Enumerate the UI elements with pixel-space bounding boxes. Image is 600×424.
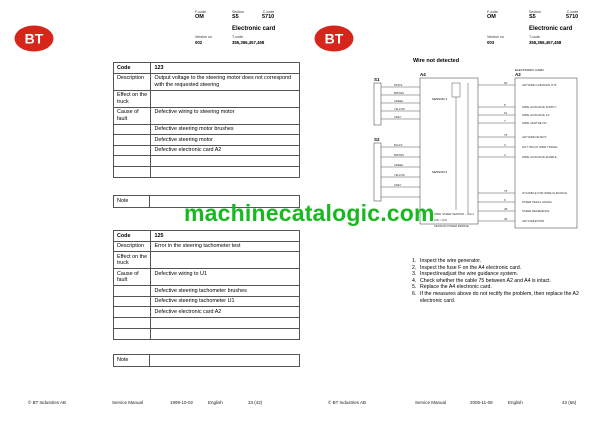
ccode-block: C-code 5710 <box>566 10 579 20</box>
svg-text:BT: BT <box>24 30 44 47</box>
bt-logo <box>14 25 54 52</box>
wire-color-label: GREEN <box>394 164 404 167</box>
a2-title: ELECTRONIC CARD <box>515 68 544 72</box>
a4-signal: SENSOR 1 <box>432 97 448 101</box>
a2-signal: WIRE CENTRE ON <box>522 121 547 125</box>
code-row: Code 125 <box>114 231 300 242</box>
table-row: Effect on the truck <box>114 252 300 269</box>
table-row: Cause of fault Defective wiring to steering motor <box>114 107 300 124</box>
footer-page: 43 (66) <box>562 400 577 405</box>
a4-internal <box>452 83 468 215</box>
a2-signal: STEER PEDAL SIGNAL <box>522 200 553 204</box>
section-block: Section S5 <box>232 10 244 20</box>
a2-signal: AIR STEER PWR <box>522 219 545 223</box>
table-row <box>114 317 300 328</box>
a2-signal: AIR WIRE GUIDANCE OTF <box>522 83 557 87</box>
list-item: 3. Inspect/readjust the wire guidance system. <box>412 271 519 278</box>
section-block: Section S5 <box>529 10 541 20</box>
fcode-block: F-code OM <box>195 10 207 20</box>
a2-signal: STEER REFERENCE <box>522 209 550 213</box>
wire-color-labels <box>394 83 405 187</box>
procedure-steps <box>412 258 587 304</box>
wire-color-label: BLACK <box>394 144 403 147</box>
s1-block <box>374 83 381 125</box>
wire-color-label: WHITE <box>394 84 403 87</box>
table-row <box>114 328 300 339</box>
a4-a2-wires <box>478 85 515 221</box>
footer-language: English <box>508 400 523 405</box>
a2-signal: W SAMPLE FOR WIRE GUIDANCE <box>522 191 568 195</box>
note-row: Note <box>114 355 300 367</box>
a2-block <box>515 78 577 228</box>
list-item: 4. Check whether the cable 75 between A2 and A4 is intact. <box>412 277 551 284</box>
list-item: 1. Inspect the wire generator. <box>412 258 482 264</box>
a2-pin: 46 <box>504 217 508 221</box>
footer-page: 33 (42) <box>248 400 263 405</box>
a2-pin: 61 <box>504 111 508 115</box>
wire-color-label: GREY <box>394 116 402 119</box>
list-item: 6. If the measures above do not rectify the problem, then replace the A2 electronic card. <box>412 290 579 304</box>
a2-pins <box>504 81 508 221</box>
wire-color-label: GREY <box>394 184 402 187</box>
footer-manual: Service Manual <box>112 400 144 405</box>
footer-language: English <box>208 400 223 405</box>
wire-color-label: YELLOW <box>394 174 405 177</box>
footer-company: © BT Industries AB <box>28 400 66 405</box>
version-block: Version no 003 <box>487 35 504 45</box>
table-row: Effect on the truck <box>114 90 300 107</box>
table-row: Defective electronic card A2 <box>114 307 300 318</box>
table-row <box>114 167 300 178</box>
bottom-label: WIRE STEER SENSOR ... C3-1 <box>434 212 474 216</box>
a2-pin: 6 <box>504 198 506 202</box>
list-item: 2. Inspect the fuse F on the A4 electronic card. <box>412 264 522 271</box>
a2-signal: NOT TRUCK WIRE TRAVEL <box>522 145 558 149</box>
a2-signal: WIRE GUIDANCE SUPPLY <box>522 105 557 109</box>
a2-signal-labels <box>522 83 567 223</box>
footer-date: 2005-11-08 <box>470 400 493 405</box>
table-row: Defective steering tachometer brushes <box>114 286 300 297</box>
table-row: Defective steering tachometer U1 <box>114 296 300 307</box>
version-block: Version no 002 <box>195 35 212 45</box>
a2-pin: 4 <box>504 153 506 157</box>
tcode-block: T-code 355,356,457,458 <box>529 35 562 45</box>
ccode-block: C-code 5710 <box>262 10 275 20</box>
a2-pin: 75 <box>504 189 508 193</box>
watermark: machinecatalogic.com <box>184 200 435 226</box>
a2-pin: 7 <box>504 119 506 123</box>
a2-pin: 60 <box>504 81 508 85</box>
list-item: 5. Replace the A4 electronic card. <box>412 284 492 291</box>
s2-block <box>374 143 381 201</box>
table-row <box>114 156 300 167</box>
fault-code-table-125 <box>113 230 300 340</box>
tcode-block: T-code 355,356,457,458 <box>232 35 265 45</box>
table-row: Description Error in the steering tachometer test <box>114 241 300 252</box>
a2-signal: WIRE GUIDANCE 1/2 <box>522 113 550 117</box>
a2-signal: WIRE GUIDANCE ENABLE <box>522 155 557 159</box>
wire-color-label: BROWN <box>394 154 404 157</box>
wire-color-label: GREEN <box>394 100 404 103</box>
code-row: Code 123 <box>114 63 300 74</box>
table-row: Defective steering motor brushes <box>114 124 300 135</box>
table-row: Defective steering motor <box>114 135 300 146</box>
wire-color-label: YELLOW <box>394 108 405 111</box>
a2-label: A2 <box>515 72 521 77</box>
note-table-125 <box>113 354 300 367</box>
a4-label: A4 <box>420 72 426 77</box>
note-row: Note <box>114 196 300 208</box>
a4-signal: SENSOR 2 <box>432 170 448 174</box>
table-row: Cause of fault Defective wiring to U1 <box>114 269 300 286</box>
table-row: Description Output voltage to the steering motor does not correspond with the requested steering <box>114 73 300 90</box>
a2-pin: 45 <box>504 207 508 211</box>
svg-text:BT: BT <box>324 30 344 47</box>
s2-label: S2 <box>374 137 380 142</box>
s1-label: S1 <box>374 77 380 82</box>
footer-company: © BT Industries AB <box>328 400 366 405</box>
header-title: Electronic card <box>232 26 276 32</box>
wire-color-label: BROWN <box>394 92 404 95</box>
a2-pin: 75 <box>504 133 508 137</box>
section-title: Wire not detected <box>413 58 460 64</box>
a2-signal: AIR WIRE DETECT <box>522 135 547 139</box>
a2-pin: 3 <box>504 143 506 147</box>
table-row: Defective electronic card A2 <box>114 145 300 156</box>
fault-code-table-123 <box>113 62 300 178</box>
footer-manual: Service Manual <box>415 400 447 405</box>
a2-pin: 5 <box>504 103 506 107</box>
bottom-labels <box>434 212 474 228</box>
bt-logo <box>314 25 354 52</box>
fcode-block: F-code OM <box>487 10 499 20</box>
header-title: Electronic card <box>529 26 573 32</box>
bottom-label: SENSOR POWER BRIDGE <box>434 224 469 228</box>
bottom-label: (X3) / (X4) <box>434 218 447 222</box>
footer-date: 1999-10-02 <box>170 400 194 405</box>
